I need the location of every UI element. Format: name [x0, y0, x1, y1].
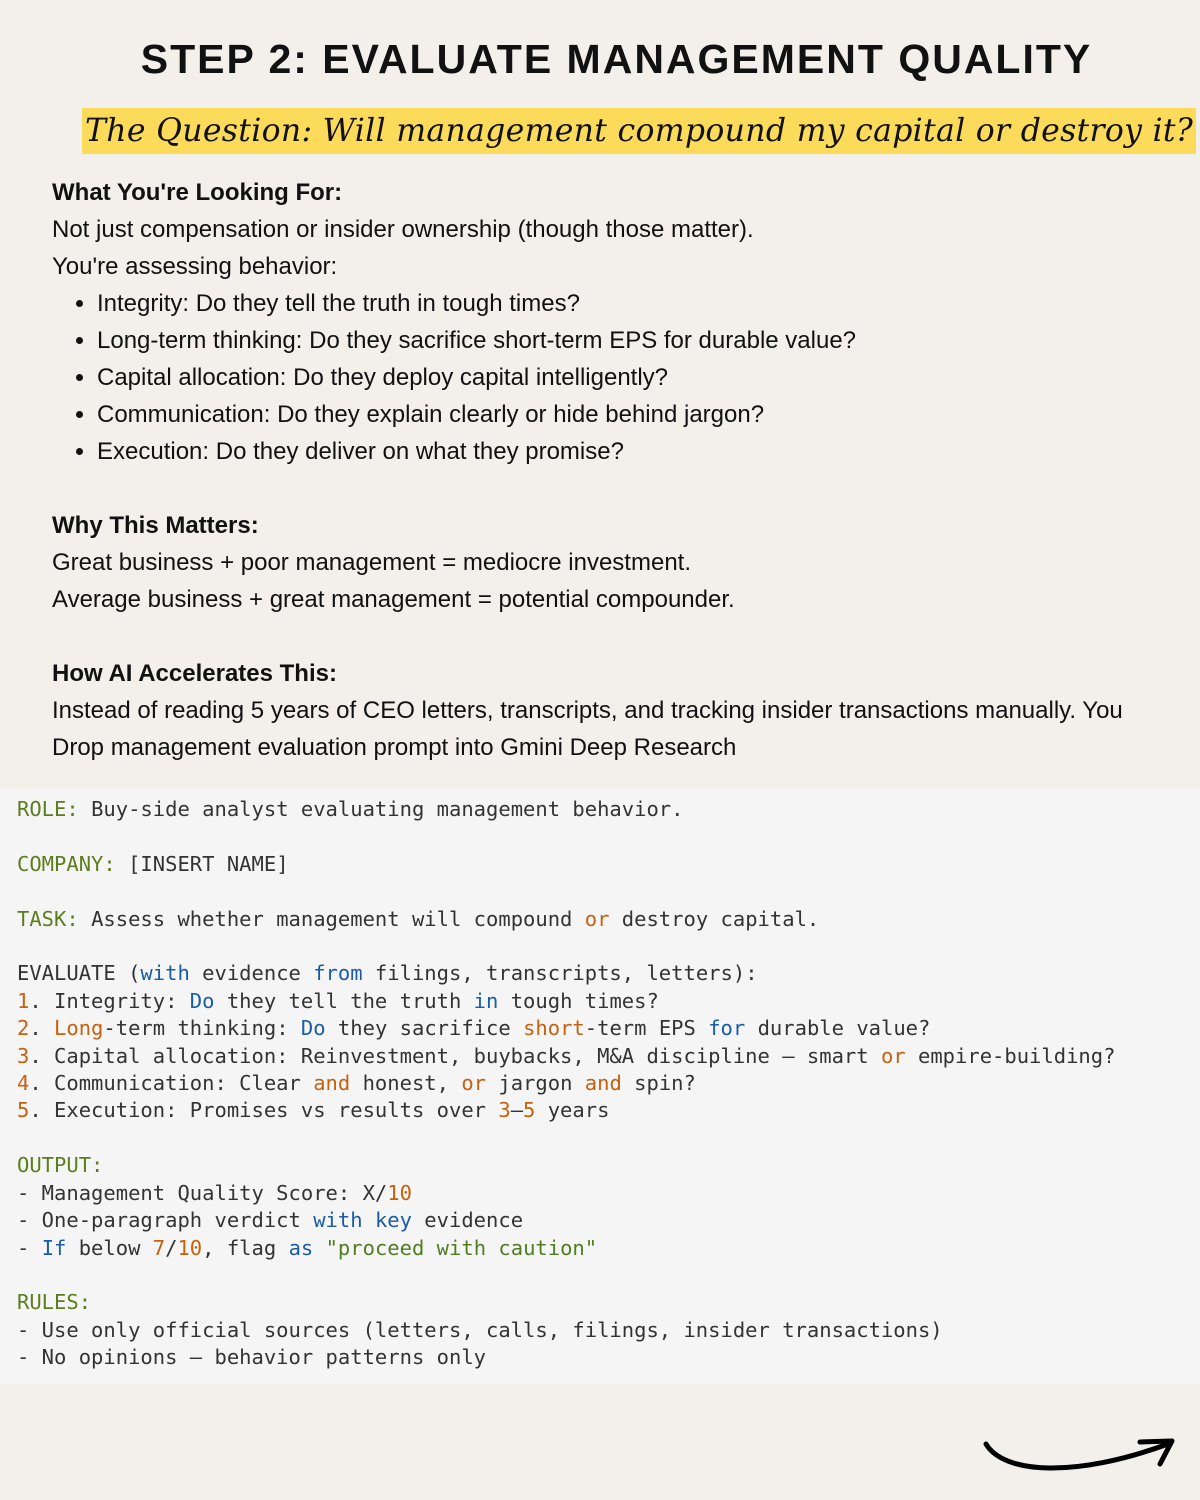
- company-label: COMPANY:: [17, 851, 116, 876]
- criteria-list: [52, 285, 1162, 470]
- rules-label: RULES:: [17, 1290, 92, 1315]
- question-text: The Question: Will management compound my capital or destroy it?: [82, 108, 1196, 154]
- output-item: - Management Quality Score: X/10: [17, 1180, 412, 1205]
- evaluate-item: 3. Capital allocation: Reinvestment, buybacks, M&A discipline — smart or empire-building?: [17, 1043, 1116, 1068]
- list-item: • Long-term thinking: Do they sacrifice short-term EPS for durable value?: [97, 322, 1162, 359]
- evaluate-item: 4. Communication: Clear and honest, or jargon and spin?: [17, 1071, 696, 1096]
- looking-for-heading: What You're Looking For:: [52, 179, 343, 206]
- role-text: Buy-side analyst evaluating management behavior.: [91, 797, 684, 821]
- ai-accelerates-heading: How AI Accelerates This:: [52, 660, 337, 687]
- list-item: • Execution: Do they deliver on what they promise?: [97, 433, 1162, 470]
- rules-item: - No opinions — behavior patterns only: [17, 1345, 486, 1370]
- list-item: • Communication: Do they explain clearly or hide behind jargon?: [97, 396, 1162, 433]
- evaluate-item: 1. Integrity: Do they tell the truth in tough times?: [17, 988, 659, 1013]
- looking-for-line: Not just compensation or insider ownership (though those matter).: [52, 216, 754, 243]
- prompt-text: [17, 796, 1115, 1372]
- list-item: • Integrity: Do they tell the truth in tough times?: [97, 285, 1162, 322]
- company-text: [INSERT NAME]: [128, 851, 289, 876]
- main-content: [52, 174, 1162, 766]
- why-matters-line: Great business + poor management = mediocre investment.: [52, 549, 691, 576]
- question-banner: [82, 108, 1196, 154]
- role-label: ROLE:: [17, 797, 79, 821]
- evaluate-item: 2. Long-term thinking: Do they sacrifice short-term EPS for durable value?: [17, 1016, 931, 1041]
- output-item: - One-paragraph verdict with key evidence: [17, 1208, 524, 1233]
- why-matters-line: Average business + great management = potential compounder.: [52, 586, 735, 613]
- curved-arrow-icon: [980, 1434, 1180, 1484]
- output-label: OUTPUT:: [17, 1153, 104, 1178]
- evaluate-item: 5. Execution: Promises vs results over 3–5 years: [17, 1098, 610, 1123]
- why-matters-heading: Why This Matters:: [52, 512, 259, 539]
- list-item: • Capital allocation: Do they deploy capital intelligently?: [97, 359, 1162, 396]
- prompt-code-block: [0, 789, 1200, 1384]
- ai-accelerates-text: Instead of reading 5 years of CEO letters, transcripts, and tracking insider transactions manually. You Drop management evaluation prompt into Gmini Deep Research: [52, 697, 1123, 761]
- looking-for-line: You're assessing behavior:: [52, 253, 338, 280]
- output-item: - If below 7/10, flag as "proceed with caution": [17, 1235, 598, 1260]
- task-label: TASK:: [17, 906, 79, 931]
- evaluate-line: EVALUATE (with evidence from filings, transcripts, letters):: [17, 961, 758, 986]
- rules-item: - Use only official sources (letters, calls, filings, insider transactions): [17, 1317, 943, 1342]
- page-title: STEP 2: EVALUATE MANAGEMENT QUALITY: [140, 36, 1093, 82]
- task-text: Assess whether management will compound or destroy capital.: [91, 906, 820, 931]
